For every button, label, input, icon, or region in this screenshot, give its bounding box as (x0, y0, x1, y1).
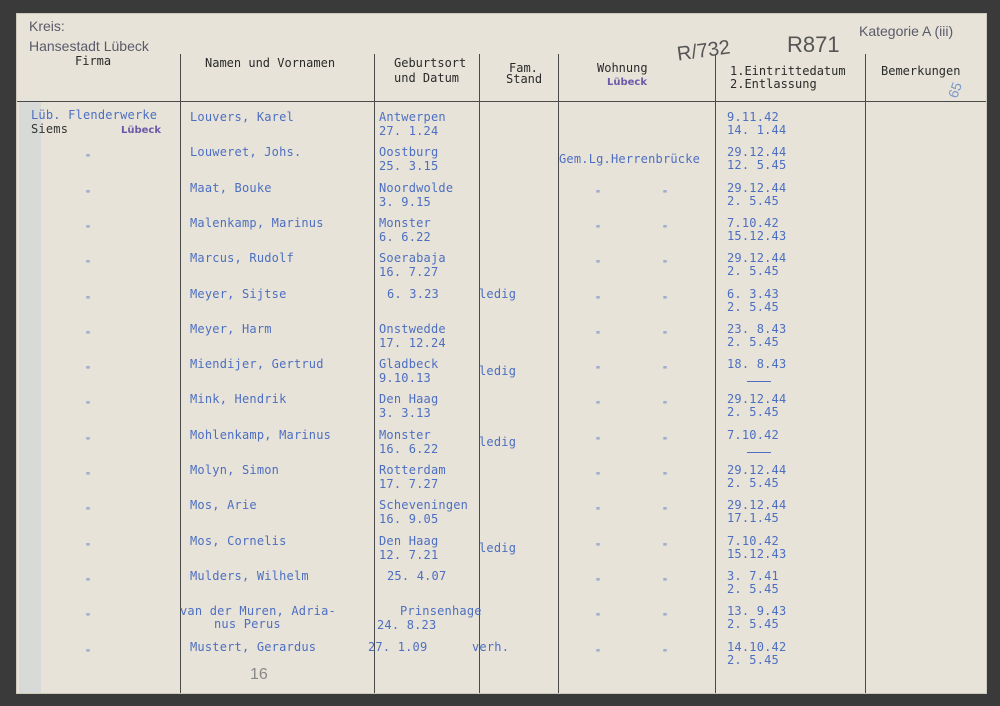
column-header-fam: Fam. (509, 61, 538, 75)
birthdate: 16. 7.27 (379, 265, 439, 280)
entry-date: 23. 8.43 (727, 321, 787, 336)
person-name: Meyer, Sijtse (190, 286, 287, 301)
margin-number: 65 (944, 79, 965, 101)
kreis-value: Hansestadt Lübeck (29, 38, 149, 54)
residence-ditto-mark: " (662, 365, 669, 377)
firma-ditto-mark: " (85, 612, 92, 624)
firma-ditto-mark: " (85, 471, 92, 482)
birthdate: 3. 9.15 (379, 194, 431, 209)
header-rule (17, 101, 986, 102)
firma-location: Siems (31, 122, 69, 136)
entry-date: 29.12.44 (727, 498, 787, 513)
person-name: Marcus, Rudolf (190, 251, 294, 266)
birthplace: Oostburg (379, 145, 439, 160)
residence-ditto-mark: " (595, 329, 602, 341)
entry-date: 7.10.42 (727, 215, 779, 230)
person-name: Mohlenkamp, Marinus (190, 427, 332, 442)
column-header-namen: Namen und Vornamen (205, 56, 336, 70)
birthplace: Den Haag (379, 533, 439, 548)
birthplace: Prinsenhage (400, 604, 482, 619)
person-name: Louvers, Karel (190, 110, 294, 124)
residence-ditto-mark: " (595, 612, 602, 624)
person-name-continued: nus Perus (214, 617, 281, 632)
release-date: 14. 1.44 (727, 123, 787, 137)
residence-ditto-mark: " (595, 541, 602, 553)
wohnung-stamp: Lübeck (607, 77, 648, 88)
person-name: Mustert, Gerardus (190, 639, 317, 654)
column-divider (715, 54, 716, 693)
entry-date: 7.10.42 (727, 533, 779, 548)
family-status: ledig (479, 364, 517, 379)
birthdate: 16. 9.05 (379, 512, 439, 527)
birthplace: Monster (379, 427, 431, 442)
residence-ditto-mark: " (595, 259, 602, 271)
birthdate: 6. 6.22 (379, 229, 431, 244)
family-status: ledig (479, 286, 517, 301)
entry-date: 29.12.44 (727, 463, 787, 477)
column-header-stand: Stand (506, 72, 543, 86)
person-name: Malenkamp, Marinus (190, 215, 324, 230)
residence-ditto-mark: " (662, 188, 669, 200)
firma-ditto-mark: " (85, 435, 92, 447)
family-status: ledig (479, 540, 517, 555)
kreis-label: Kreis: (29, 18, 65, 34)
birthdate: 24. 8.23 (377, 618, 437, 633)
entry-date: 3. 7.41 (727, 568, 779, 583)
residence-ditto-mark: " (662, 471, 669, 482)
release-date: 2. 5.45 (727, 193, 779, 208)
residence-ditto-mark: " (595, 471, 602, 482)
person-name: Meyer, Harm (190, 321, 272, 336)
residence-ditto-mark: " (662, 506, 669, 518)
column-header-bemerkungen: Bemerkungen (881, 64, 961, 78)
residence: Gem.Lg.Herrenbrücke (559, 152, 701, 167)
firma-ditto-mark: " (85, 329, 92, 341)
birthplace: Monster (379, 215, 431, 230)
column-header-wohnung: Wohnung (597, 61, 648, 75)
residence-ditto-mark: " (662, 223, 669, 235)
firma-ditto-mark: " (85, 400, 92, 412)
birthplace: Antwerpen (379, 110, 446, 124)
release-date: 2. 5.45 (727, 617, 779, 632)
residence-ditto-mark: " (662, 435, 669, 447)
birthplace: Soerabaja (379, 251, 446, 266)
entry-date: 13. 9.43 (727, 604, 787, 619)
birthplace: Gladbeck (379, 357, 439, 372)
birthplace: Scheveningen (379, 498, 469, 513)
person-name: Molyn, Simon (190, 463, 280, 477)
residence-ditto-mark: " (662, 612, 669, 624)
residence-ditto-mark: " (595, 506, 602, 518)
residence-ditto-mark: " (662, 541, 669, 553)
reference-number: R871 (787, 32, 840, 57)
person-name: Mink, Hendrik (190, 392, 287, 407)
firma-ditto-mark: " (85, 506, 92, 518)
residence-ditto-mark: " (662, 294, 669, 306)
residence-ditto-mark: " (662, 576, 669, 588)
firma-ditto-mark: " (85, 294, 92, 306)
residence-ditto-mark: " (595, 435, 602, 447)
entry-date: 6. 3.43 (727, 286, 779, 301)
entry-date: 29.12.44 (727, 180, 787, 195)
family-status: verh. (472, 639, 510, 654)
person-name: van der Muren, Adria- (180, 604, 336, 619)
registration-card (16, 13, 987, 694)
person-name: Louweret, Johs. (190, 145, 302, 160)
birthplace: Rotterdam (379, 463, 446, 477)
birthplace: Den Haag (379, 392, 439, 407)
family-status: ledig (479, 434, 517, 449)
firma-ditto-mark: " (85, 576, 92, 588)
firma-ditto-mark: " (85, 541, 92, 553)
firma-ditto-mark: " (85, 223, 92, 235)
birthdate: 25. 4.07 (387, 568, 447, 583)
release-date: 15.12.43 (727, 546, 787, 561)
entry-date: 9.11.42 (727, 110, 779, 124)
pencil-mark: 16 (250, 666, 268, 683)
residence-ditto-mark: " (595, 223, 602, 235)
column-header-eintritt: 1.Eintrittedatum (730, 64, 846, 78)
birthdate: 17. 12.24 (379, 335, 446, 350)
birthdate: 9.10.13 (379, 371, 431, 386)
person-name: Mos, Arie (190, 498, 257, 513)
firma-stamp: Lübeck (121, 125, 162, 136)
firma-ditto-mark: " (85, 188, 92, 200)
person-name: Maat, Bouke (190, 180, 272, 195)
card-margin-band (19, 102, 41, 693)
residence-ditto-mark: " (662, 329, 669, 341)
residence-ditto-mark: " (662, 259, 669, 271)
column-header-geburtsort: Geburtsort (394, 56, 467, 70)
birthdate: 27. 1.09 (368, 639, 428, 654)
entry-date: 29.12.44 (727, 145, 787, 160)
residence-ditto-mark: " (595, 365, 602, 377)
birthdate: 6. 3.23 (387, 286, 439, 301)
release-date: 2. 5.45 (727, 299, 779, 314)
person-name: Mos, Cornelis (190, 533, 287, 548)
firma-ditto-mark: " (85, 647, 92, 659)
residence-ditto-mark: " (662, 647, 669, 659)
birthdate: 25. 3.15 (379, 159, 439, 174)
kategorie-label: Kategorie A (iii) (859, 23, 954, 39)
firma-ditto-mark: " (85, 365, 92, 377)
residence-ditto-mark: " (595, 294, 602, 306)
birthplace: Onstwedde (379, 321, 446, 336)
entry-date: 14.10.42 (727, 639, 787, 654)
residence-ditto-mark: " (662, 400, 669, 412)
residence-ditto-mark: " (595, 647, 602, 659)
firma-ditto-mark: " (85, 153, 92, 165)
release-date: 17.1.45 (727, 511, 779, 526)
entry-date: 18. 8.43 (727, 357, 787, 372)
residence-ditto-mark: " (595, 400, 602, 412)
release-date: 2. 5.45 (727, 264, 779, 279)
release-date: 2. 5.45 (727, 581, 779, 596)
residence-ditto-mark: " (595, 188, 602, 200)
release-date: 15.12.43 (727, 228, 787, 243)
column-divider (865, 54, 866, 693)
person-name: Miendijer, Gertrud (190, 357, 324, 372)
birthdate: 16. 6.22 (379, 441, 439, 456)
firma-ditto-mark: " (85, 259, 92, 271)
birthplace: Noordwolde (379, 180, 454, 195)
person-name: Mulders, Wilhelm (190, 568, 309, 583)
entry-date: 7.10.42 (727, 427, 779, 442)
column-header-entlassung: 2.Entlassung (730, 77, 817, 91)
column-header-datum: und Datum (394, 71, 460, 85)
reference-number: R/732 (675, 36, 732, 66)
birthdate: 27. 1.24 (379, 124, 439, 138)
release-date: 2. 5.45 (727, 334, 779, 349)
column-header-firma: Firma (75, 54, 112, 68)
birthdate: 3. 3.13 (379, 406, 431, 421)
firma-name: Lüb. Flenderwerke (31, 108, 158, 122)
birthdate: 12. 7.21 (379, 547, 439, 562)
release-date: 2. 5.45 (727, 652, 779, 667)
column-divider (374, 54, 375, 693)
entry-date: 29.12.44 (727, 392, 787, 407)
column-divider (180, 54, 181, 693)
entry-date: 29.12.44 (727, 251, 787, 266)
column-divider (558, 54, 559, 693)
release-date: 2. 5.45 (727, 476, 779, 490)
release-date: 12. 5.45 (727, 158, 787, 173)
birthdate: 17. 7.27 (379, 477, 439, 491)
residence-ditto-mark: " (595, 576, 602, 588)
release-date: 2. 5.45 (727, 405, 779, 420)
